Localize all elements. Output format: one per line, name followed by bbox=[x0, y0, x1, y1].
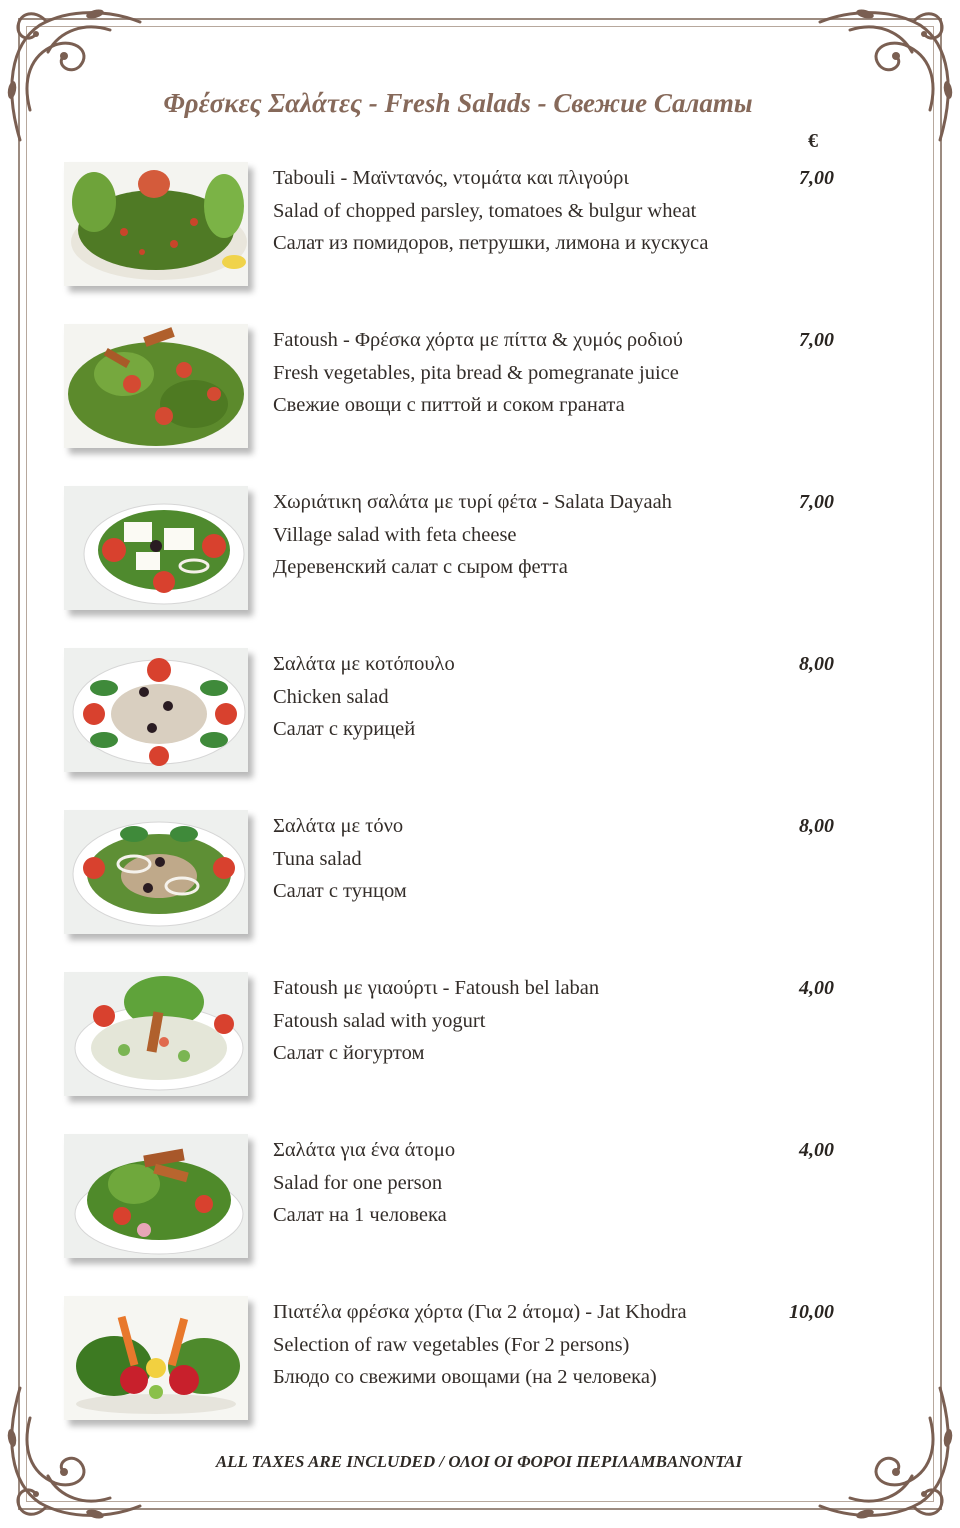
item-name-primary: Σαλάτα με κοτόπουλο bbox=[273, 653, 455, 675]
item-name-primary: Fatoush - Φρέσκα χόρτα με πίττα & χυμός ροδιού bbox=[273, 329, 683, 351]
menu-item bbox=[64, 1134, 854, 1274]
tabouli-photo bbox=[64, 162, 248, 286]
item-name-primary: Χωριάτικη σαλάτα με τυρί φέτα - Salata Dayaah bbox=[273, 491, 672, 513]
item-price: 8,00 bbox=[799, 653, 834, 675]
item-price: 10,00 bbox=[789, 1301, 834, 1323]
item-name-primary: Fatoush με γιαούρτι - Fatoush bel laban bbox=[273, 977, 600, 999]
fatoush-yogurt-photo bbox=[64, 972, 248, 1096]
item-name-english: Village salad with feta cheese bbox=[273, 523, 517, 546]
item-price: 7,00 bbox=[799, 167, 834, 189]
village-salad-photo bbox=[64, 486, 248, 610]
item-name-english: Selection of raw vegetables (For 2 persons) bbox=[273, 1333, 630, 1356]
item-name-russian: Салат с курицей bbox=[273, 718, 416, 740]
item-name-russian: Салат на 1 человека bbox=[273, 1204, 447, 1226]
item-name-russian: Свежие овощи с питтой и соком граната bbox=[273, 394, 625, 416]
menu-item bbox=[64, 324, 854, 464]
fatoush-photo bbox=[64, 324, 248, 448]
currency-symbol: € bbox=[808, 130, 818, 152]
menu-item bbox=[64, 1296, 854, 1436]
single-salad-photo bbox=[64, 1134, 248, 1258]
item-name-english: Salad of chopped parsley, tomatoes & bulgur wheat bbox=[273, 199, 697, 222]
menu-item bbox=[64, 648, 854, 788]
item-name-english: Fresh vegetables, pita bread & pomegranate juice bbox=[273, 361, 679, 384]
tuna-salad-photo bbox=[64, 810, 248, 934]
item-name-primary: Πιατέλα φρέσκα χόρτα (Για 2 άτομα) - Jat Khodra bbox=[273, 1301, 687, 1323]
item-price: 8,00 bbox=[799, 815, 834, 837]
menu-item bbox=[64, 162, 854, 302]
item-price: 7,00 bbox=[799, 491, 834, 513]
page-title: Φρέσκες Σαλάτες - Fresh Salads - Свежие Салаты bbox=[163, 88, 753, 118]
item-name-primary: Σαλάτα για ένα άτομο bbox=[273, 1139, 456, 1161]
item-price: 4,00 bbox=[799, 1139, 834, 1161]
item-name-english: Salad for one person bbox=[273, 1171, 443, 1194]
item-name-english: Fatoush salad with yogurt bbox=[273, 1009, 486, 1032]
item-name-russian: Салат из помидоров, петрушки, лимона и кускуса bbox=[273, 232, 709, 254]
item-name-russian: Блюдо со свежими овощами (на 2 человека) bbox=[273, 1366, 657, 1388]
item-name-primary: Σαλάτα με τόνο bbox=[273, 815, 404, 837]
chicken-salad-photo bbox=[64, 648, 248, 772]
tax-note: ALL TAXES ARE INCLUDED / ΟΛΟΙ ΟΙ ΦΟΡΟΙ ΠΕΡΙΛΑΜΒΑΝΟΝΤΑΙ bbox=[215, 1452, 743, 1471]
item-name-russian: Салат с йогуртом bbox=[273, 1042, 425, 1064]
item-name-russian: Деревенский салат с сыром фетта bbox=[273, 556, 568, 578]
raw-vegetables-photo bbox=[64, 1296, 248, 1420]
menu-item bbox=[64, 972, 854, 1112]
menu-item bbox=[64, 486, 854, 626]
item-name-russian: Салат с тунцом bbox=[273, 880, 407, 902]
item-price: 7,00 bbox=[799, 329, 834, 351]
item-name-primary: Tabouli - Μαϊντανός, ντομάτα και πλιγούρι bbox=[273, 167, 629, 189]
corner-ornament-icon bbox=[0, 0, 150, 150]
corner-ornament-icon bbox=[810, 0, 960, 150]
item-name-english: Tuna salad bbox=[273, 847, 362, 870]
item-price: 4,00 bbox=[799, 977, 834, 999]
item-name-english: Chicken salad bbox=[273, 685, 389, 708]
menu-item bbox=[64, 810, 854, 950]
